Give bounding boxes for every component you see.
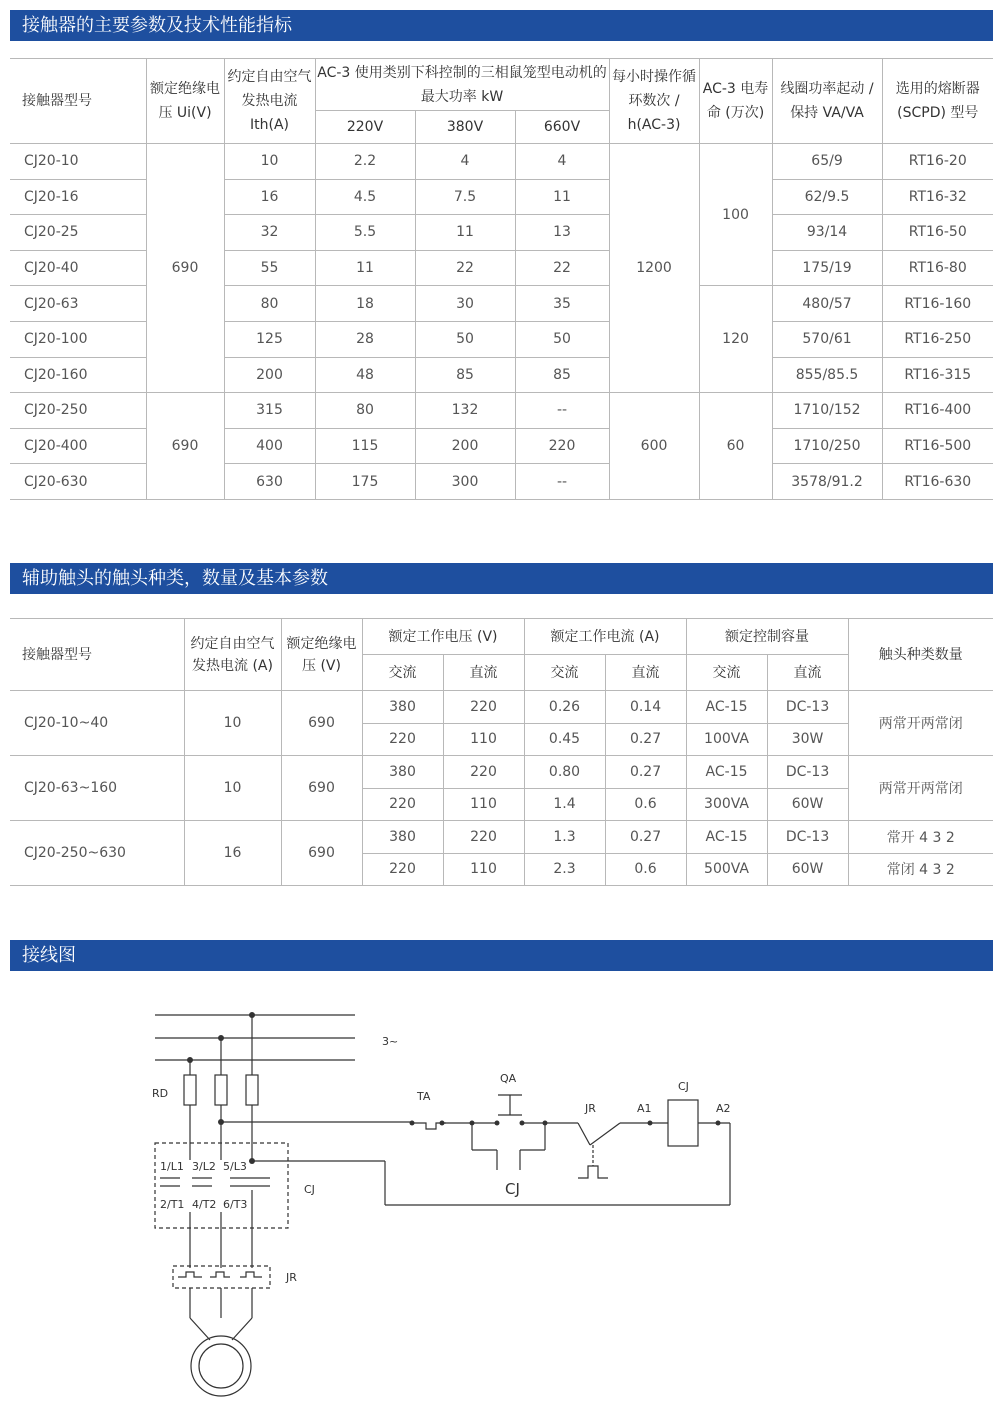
header-220v: 220V	[315, 111, 415, 144]
header-ie: 额定工作电流 (A)	[524, 619, 686, 655]
header-ui: 额定绝缘电压 Ui(V)	[146, 59, 224, 144]
thermal-element	[178, 1272, 202, 1277]
header-dc: 直流	[605, 655, 686, 691]
table-row	[10, 756, 993, 789]
cell-coil: 570/61	[772, 321, 882, 357]
cell-ue-dc: 110	[443, 853, 524, 886]
fuse-symbol	[246, 1075, 258, 1105]
section-banner-auxiliary: 辅助触头的触头种类，数量及基本参数	[10, 563, 993, 594]
cell-coil: 175/19	[772, 250, 882, 286]
cell-ie-ac: 1.3	[524, 821, 605, 854]
cell-cap-dc: DC-13	[767, 691, 848, 724]
terminal-label: 5/L3	[223, 1160, 247, 1173]
header-ac3-power: AC-3 使用类别下科控制的三相鼠笼型电动机的最大功率 kW	[315, 59, 609, 111]
header-cycles: 每小时操作循环数次 / h(AC-3)	[609, 59, 699, 144]
section-banner-parameters: 接触器的主要参数及技术性能指标	[10, 10, 993, 41]
cell-fuse: RT16-160	[882, 286, 993, 322]
cell-ith: 315	[224, 393, 315, 429]
cell-p380: 132	[415, 393, 515, 429]
cell-cap-dc: DC-13	[767, 756, 848, 789]
cell-ue-dc: 110	[443, 788, 524, 821]
cell-cap-ac: 300VA	[686, 788, 767, 821]
cell-p660: 13	[515, 215, 609, 251]
cell-cap-dc: 60W	[767, 788, 848, 821]
cell-p660: --	[515, 393, 609, 429]
cell-fuse: RT16-20	[882, 144, 993, 180]
table-row	[10, 144, 993, 180]
table-row	[10, 691, 993, 724]
cell-model: CJ20-16	[10, 179, 146, 215]
cell-cap-ac: AC-15	[686, 756, 767, 789]
cell-fuse: RT16-50	[882, 215, 993, 251]
cell-ie-ac: 0.80	[524, 756, 605, 789]
cell-p220: 4.5	[315, 179, 415, 215]
cell-ith: 10	[184, 756, 281, 821]
cell-fuse: RT16-250	[882, 321, 993, 357]
terminal-dot	[716, 1121, 721, 1126]
jr-contact-blade	[590, 1123, 620, 1145]
cell-contacts-no: 常开 4 3 2	[848, 821, 993, 854]
header-coil: 线圈功率起动 / 保持 VA/VA	[772, 59, 882, 144]
jr-thermal-symbol	[578, 1166, 608, 1178]
table-row	[10, 821, 993, 854]
thermal-element	[210, 1272, 230, 1277]
cell-coil: 1710/152	[772, 393, 882, 429]
cell-life: 120	[699, 286, 772, 393]
cell-contacts-nc: 常闭 4 3 2	[848, 853, 993, 886]
wiring-diagram	[140, 1000, 760, 1405]
terminal-label: 6/T3	[223, 1198, 248, 1211]
jr-contact-blade	[578, 1123, 590, 1145]
fuse-symbol	[215, 1075, 227, 1105]
header-dc: 直流	[767, 655, 848, 691]
cell-ue-dc: 220	[443, 691, 524, 724]
cell-ue-ac: 220	[362, 788, 443, 821]
cell-ie-ac: 1.4	[524, 788, 605, 821]
header-ui: 额定绝缘电压 (V)	[281, 619, 362, 691]
cell-p220: 2.2	[315, 144, 415, 180]
cell-contacts: 两常开两常闭	[848, 756, 993, 821]
cell-cap-dc: DC-13	[767, 821, 848, 854]
cell-model: CJ20-10	[10, 144, 146, 180]
cell-fuse: RT16-80	[882, 250, 993, 286]
table-row	[10, 393, 993, 429]
cell-coil: 1710/250	[772, 428, 882, 464]
cell-model: CJ20-63	[10, 286, 146, 322]
cell-coil: 855/85.5	[772, 357, 882, 393]
cell-ui: 690	[146, 144, 224, 393]
header-ith: 约定自由空气发热电流 Ith(A)	[224, 59, 315, 144]
coil-symbol	[668, 1100, 698, 1146]
cell-ie-dc: 0.6	[605, 853, 686, 886]
coil-a1-label: A1	[637, 1102, 652, 1115]
cell-fuse: RT16-500	[882, 428, 993, 464]
auxiliary-contacts-table	[10, 618, 993, 886]
cell-ith: 16	[184, 821, 281, 886]
cell-p220: 175	[315, 464, 415, 500]
cell-model: CJ20-63~160	[10, 756, 184, 821]
cell-p220: 28	[315, 321, 415, 357]
cell-p660: 35	[515, 286, 609, 322]
cell-p220: 5.5	[315, 215, 415, 251]
fuse-label: RD	[152, 1087, 169, 1100]
cell-coil: 93/14	[772, 215, 882, 251]
cell-ui: 690	[281, 756, 362, 821]
cell-model: CJ20-160	[10, 357, 146, 393]
cell-cap-ac: 100VA	[686, 723, 767, 756]
cell-model: CJ20-250~630	[10, 821, 184, 886]
cell-cap-ac: AC-15	[686, 821, 767, 854]
cell-model: CJ20-250	[10, 393, 146, 429]
cell-p380: 4	[415, 144, 515, 180]
cell-cycles: 600	[609, 393, 699, 500]
motor-inner	[199, 1344, 243, 1388]
coil-label: CJ	[678, 1080, 689, 1093]
cell-ue-ac: 380	[362, 691, 443, 724]
cell-ie-ac: 0.45	[524, 723, 605, 756]
cell-ie-ac: 0.26	[524, 691, 605, 724]
header-ac: 交流	[524, 655, 605, 691]
stop-button-label: TA	[417, 1090, 431, 1103]
cell-ith: 400	[224, 428, 315, 464]
cell-ue-ac: 220	[362, 853, 443, 886]
thermal-element	[240, 1272, 262, 1277]
cell-ith: 630	[224, 464, 315, 500]
cell-p380: 7.5	[415, 179, 515, 215]
cell-ui: 690	[281, 821, 362, 886]
cell-model: CJ20-10~40	[10, 691, 184, 756]
header-contacts: 触头种类数量	[848, 619, 993, 691]
cell-ie-dc: 0.27	[605, 821, 686, 854]
cell-ui: 690	[146, 393, 224, 500]
header-dc: 直流	[443, 655, 524, 691]
cell-model: CJ20-25	[10, 215, 146, 251]
header-capacity: 额定控制容量	[686, 619, 848, 655]
cell-cap-dc: 60W	[767, 853, 848, 886]
contactor-label: CJ	[304, 1183, 315, 1196]
terminal-dot	[495, 1121, 500, 1126]
cell-p220: 115	[315, 428, 415, 464]
cell-ie-ac: 2.3	[524, 853, 605, 886]
cell-fuse: RT16-32	[882, 179, 993, 215]
header-380v: 380V	[415, 111, 515, 144]
cell-ith: 32	[224, 215, 315, 251]
cell-coil: 3578/91.2	[772, 464, 882, 500]
motor-wire	[190, 1318, 210, 1340]
cell-cycles: 1200	[609, 144, 699, 393]
header-ac: 交流	[686, 655, 767, 691]
cell-p660: --	[515, 464, 609, 500]
cell-ue-ac: 380	[362, 821, 443, 854]
cell-ie-dc: 0.14	[605, 691, 686, 724]
cell-p380: 85	[415, 357, 515, 393]
cell-fuse: RT16-400	[882, 393, 993, 429]
header-fuse: 选用的熔断器 (SCPD) 型号	[882, 59, 993, 144]
header-model: 接触器型号	[10, 59, 146, 144]
cell-ie-dc: 0.27	[605, 723, 686, 756]
cell-ith: 16	[224, 179, 315, 215]
cell-fuse: RT16-630	[882, 464, 993, 500]
cell-p380: 22	[415, 250, 515, 286]
parameters-table	[10, 58, 993, 500]
cell-p380: 300	[415, 464, 515, 500]
header-ac: 交流	[362, 655, 443, 691]
cell-ith: 80	[224, 286, 315, 322]
supply-label: 3~	[382, 1035, 399, 1048]
cell-ue-dc: 220	[443, 756, 524, 789]
cell-p380: 30	[415, 286, 515, 322]
terminal-label: 3/L2	[192, 1160, 216, 1173]
cell-fuse: RT16-315	[882, 357, 993, 393]
header-660v: 660V	[515, 111, 609, 144]
cell-cap-ac: 500VA	[686, 853, 767, 886]
cell-p380: 200	[415, 428, 515, 464]
start-button-label: QA	[500, 1072, 517, 1085]
header-life: AC-3 电寿命 (万次)	[699, 59, 772, 144]
terminal-dot	[648, 1121, 653, 1126]
cell-ue-ac: 220	[362, 723, 443, 756]
header-ue: 额定工作电压 (V)	[362, 619, 524, 655]
cell-ith: 55	[224, 250, 315, 286]
cell-model: CJ20-400	[10, 428, 146, 464]
cell-p380: 50	[415, 321, 515, 357]
cell-ith: 10	[224, 144, 315, 180]
cell-p220: 80	[315, 393, 415, 429]
cell-p220: 18	[315, 286, 415, 322]
terminal-label: 4/T2	[192, 1198, 217, 1211]
cell-p220: 48	[315, 357, 415, 393]
motor-symbol	[191, 1336, 251, 1396]
cell-coil: 62/9.5	[772, 179, 882, 215]
cell-ue-dc: 220	[443, 821, 524, 854]
thermal-relay-label: JR	[286, 1271, 297, 1284]
cell-p660: 85	[515, 357, 609, 393]
cell-p380: 11	[415, 215, 515, 251]
cell-p660: 4	[515, 144, 609, 180]
cell-ith: 10	[184, 691, 281, 756]
cell-ui: 690	[281, 691, 362, 756]
cell-coil: 480/57	[772, 286, 882, 322]
coil-a2-label: A2	[716, 1102, 731, 1115]
jr-contact-label: JR	[585, 1102, 596, 1115]
cell-p660: 50	[515, 321, 609, 357]
aux-contact-label: CJ	[505, 1180, 520, 1198]
cell-life: 100	[699, 144, 772, 286]
cell-ie-dc: 0.27	[605, 756, 686, 789]
cell-cap-dc: 30W	[767, 723, 848, 756]
cell-cap-ac: AC-15	[686, 691, 767, 724]
terminal-label: 1/L1	[160, 1160, 184, 1173]
cell-ith: 200	[224, 357, 315, 393]
header-model: 接触器型号	[10, 619, 184, 691]
cell-p660: 22	[515, 250, 609, 286]
cell-model: CJ20-630	[10, 464, 146, 500]
terminal-dot	[520, 1121, 525, 1126]
cell-coil: 65/9	[772, 144, 882, 180]
cell-p660: 11	[515, 179, 609, 215]
header-ith: 约定自由空气发热电流 (A)	[184, 619, 281, 691]
cell-contacts: 两常开两常闭	[848, 691, 993, 756]
section-banner-wiring: 接线图	[10, 940, 993, 971]
fuse-symbol	[184, 1075, 196, 1105]
cell-life: 60	[699, 393, 772, 500]
cell-model: CJ20-100	[10, 321, 146, 357]
cell-ue-dc: 110	[443, 723, 524, 756]
motor-wire	[232, 1318, 252, 1340]
cell-ue-ac: 380	[362, 756, 443, 789]
cell-ie-dc: 0.6	[605, 788, 686, 821]
terminal-label: 2/T1	[160, 1198, 185, 1211]
cell-p660: 220	[515, 428, 609, 464]
cell-ith: 125	[224, 321, 315, 357]
cell-p220: 11	[315, 250, 415, 286]
cell-model: CJ20-40	[10, 250, 146, 286]
